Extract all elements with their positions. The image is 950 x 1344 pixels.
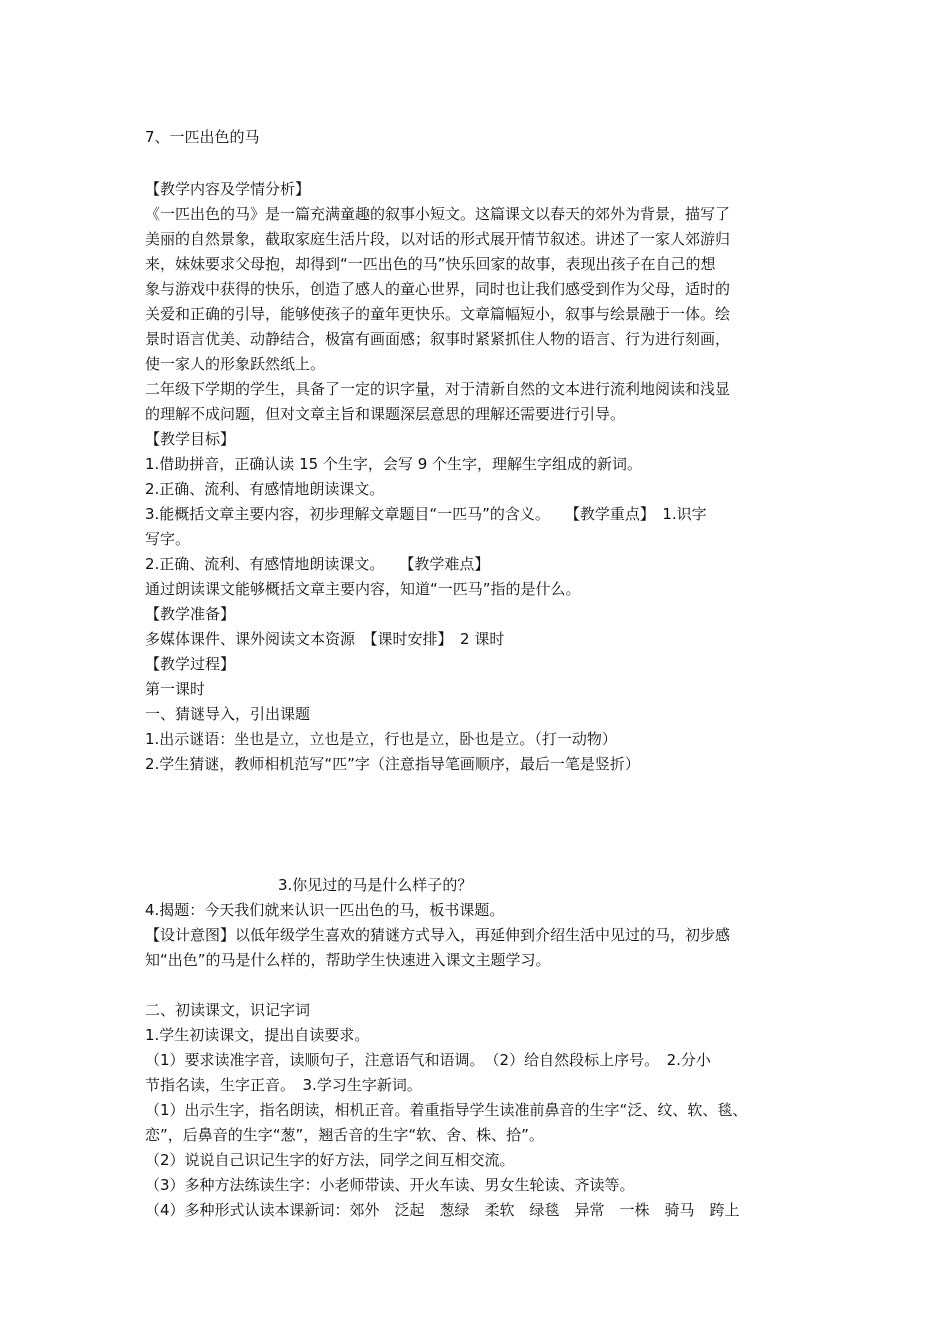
text-line: 象与游戏中获得的快乐，创造了感人的童心世界，同时也让我们感受到作为父母，适时的 [145, 280, 731, 298]
section-heading: 二、初读课文，识记字词 [145, 1001, 311, 1019]
text-line: 1.出示谜语：坐也是立，立也是立，行也是立，卧也是立。（打一动物） [145, 730, 617, 748]
text-line: 2.正确、流利、有感情地朗读课文。 【教学难点】 [145, 555, 490, 573]
text-line: 【教学内容及学情分析】 [145, 180, 311, 198]
text-line: 1.学生初读课文，提出自读要求。 [145, 1026, 370, 1044]
text-line: （2）说说自己识记生字的好方法，同学之间互相交流。 [145, 1151, 515, 1169]
text-line: （4）多种形式认读本课新词：郊外 泛起 葱绿 柔软 绿毯 异常 一株 骑马 跨上 [145, 1201, 740, 1219]
text-line: 来，妹妹要求父母抱，却得到“一匹出色的马”快乐回家的故事，表现出孩子在自己的想 [145, 255, 716, 273]
text-line: （3）多种方法练读生字：小老师带读、开火车读、男女生轮读、齐读等。 [145, 1176, 635, 1194]
text-line: 【教学过程】 [145, 655, 236, 673]
text-line: 景时语言优美、动静结合，极富有画面感；叙事时紧紧抓住人物的语言、行为进行刻画， [145, 330, 731, 348]
text-line: （1）要求读准字音，读顺句子，注意语气和语调。 （2）给自然段标上序号。 2.分小 [145, 1051, 711, 1069]
text-line: 通过朗读课文能够概括文章主要内容，知道“一匹马”指的是什么。 [145, 580, 581, 598]
text-line: 使一家人的形象跃然纸上。 [145, 355, 326, 373]
text-line: 《一匹出色的马》是一篇充满童趣的叙事小短文。这篇课文以春天的郊外为背景，描写了 [145, 205, 731, 223]
text-line: 二年级下学期的学生，具备了一定的识字量，对于清新自然的文本进行流利地阅读和浅显 [145, 380, 731, 398]
text-line: 恋”，后鼻音的生字“葱”，翘舌音的生字“软、舍、株、拾”。 [145, 1126, 544, 1144]
text-line: 4.揭题：今天我们就来认识一匹出色的马，板书课题。 [145, 901, 505, 919]
text-line: 第一课时 [145, 680, 206, 698]
text-line: 1.借助拼音，正确认读 15 个生字，会写 9 个生字，理解生字组成的新词。 [145, 455, 643, 473]
text-line-indented: 3.你见过的马是什么样子的？ [278, 876, 473, 894]
lesson-title: 7、一匹出色的马 [145, 128, 260, 146]
text-line: 【教学准备】 [145, 605, 236, 623]
text-line: 多媒体课件、课外阅读文本资源 【课时安排】 2 课时 [145, 630, 505, 648]
text-line: 【教学目标】 [145, 430, 236, 448]
text-line: （1）出示生字，指名朗读，相机正音。着重指导学生读准前鼻音的生字“泛、纹、软、毯、 [145, 1101, 748, 1119]
text-line: 3.能概括文章主要内容，初步理解文章题目“一匹马”的含义。 【教学重点】 1.识字 [145, 505, 707, 523]
text-line: 写字。 [145, 530, 191, 548]
text-line: 知“出色”的马是什么样的，帮助学生快速进入课文主题学习。 [145, 951, 551, 969]
text-line: 一、猜谜导入，引出课题 [145, 705, 311, 723]
text-line: 2.正确、流利、有感情地朗读课文。 [145, 480, 385, 498]
text-line: 【设计意图】以低年级学生喜欢的猜谜方式导入，再延伸到介绍生活中见过的马，初步感 [145, 926, 731, 944]
text-line: 节指名读，生字正音。 3.学习生字新词。 [145, 1076, 422, 1094]
text-line: 关爱和正确的引导，能够使孩子的童年更快乐。文章篇幅短小，叙事与绘景融于一体。绘 [145, 305, 731, 323]
text-line: 的理解不成问题，但对文章主旨和课题深层意思的理解还需要进行引导。 [145, 405, 626, 423]
text-line: 美丽的自然景象，截取家庭生活片段，以对话的形式展开情节叙述。讲述了一家人郊游归 [145, 230, 731, 248]
text-line: 2.学生猜谜，教师相机范写“匹”字（注意指导笔画顺序，最后一笔是竖折） [145, 755, 640, 773]
